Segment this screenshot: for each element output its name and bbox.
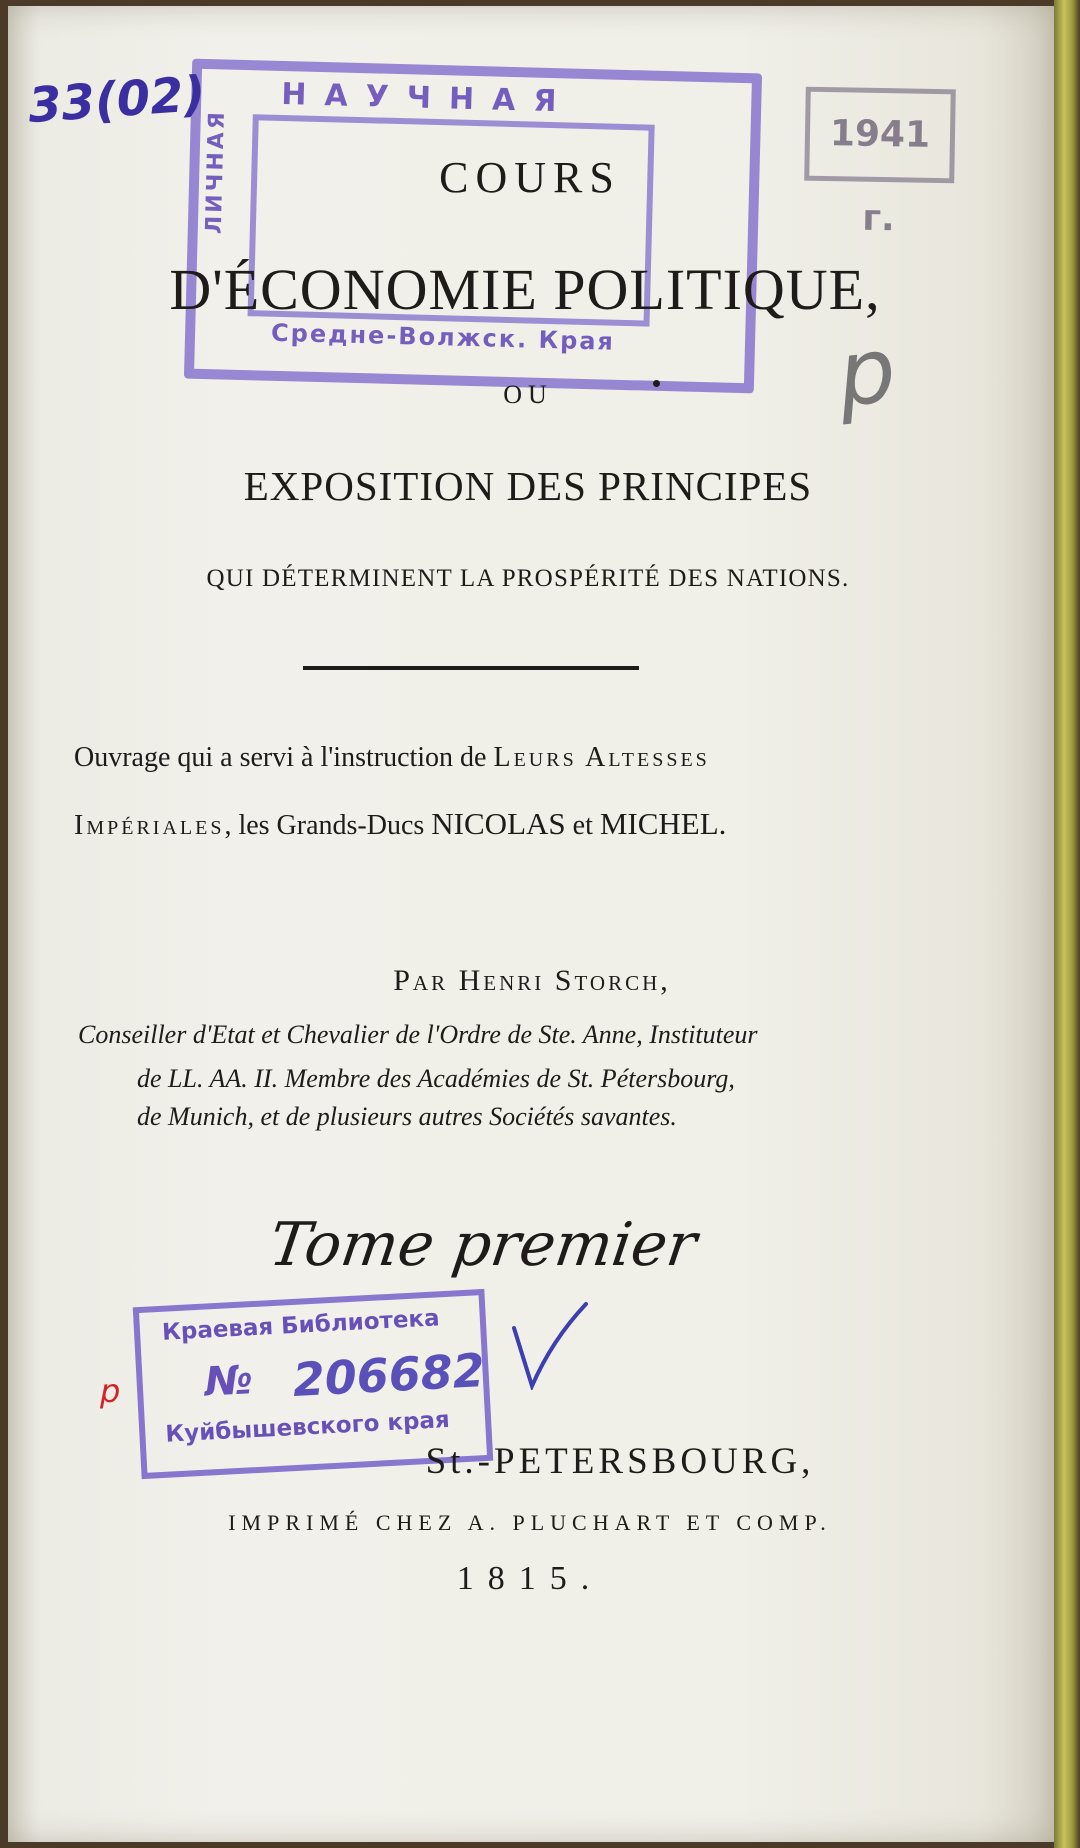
shelfmark-handwritten: 33(02) [26, 65, 208, 135]
imprint-year: 1815. [456, 1560, 604, 1597]
dedication-caps-2: Impériales [74, 810, 225, 841]
red-mark: p [100, 1372, 121, 1410]
stamp-bottom-line3: Куйбышевского края [164, 1406, 451, 1448]
stamp-top-side: ЛИЧНАЯ [201, 108, 230, 235]
library-stamp-top [184, 59, 762, 394]
stamp-top-word1: НАУЧНАЯ [280, 76, 575, 120]
dedication-caps-1: Leurs Altesses [493, 742, 710, 773]
dedication-text-2: , les Grands-Ducs [224, 810, 432, 841]
divider-rule [303, 666, 639, 670]
author-line: Par Henri Storch, [393, 964, 671, 997]
dedication-line-2 [74, 806, 726, 842]
check-mark-icon [510, 1300, 590, 1390]
year-stamp: 1941 г. [804, 87, 956, 184]
dedication-nicolas: NICOLAS [431, 806, 566, 841]
credentials-line-1: Conseiller d'Etat et Chevalier de l'Ordre de Ste. Anne, Instituteur [78, 1020, 758, 1049]
volume-handwritten: Tome premier [265, 1210, 701, 1280]
imprint-printer: IMPRIMÉ CHEZ A. PLUCHART ET COMP. [228, 1510, 832, 1535]
imprint-city: St.-PETERSBOURG, [425, 1441, 815, 1482]
pencil-mark: p [832, 317, 901, 428]
title-line-subtitle: QUI DÉTERMINENT LA PROSPÉRITÉ DES NATIONS. [206, 565, 850, 592]
stamp-bottom-line1: Краевая Библиотека [161, 1305, 441, 1346]
stamp-bottom-number: 206682 [291, 1343, 486, 1408]
credentials-line-3: de Munich, et de plusieurs autres Sociétés savantes. [137, 1102, 677, 1131]
title-line-ou: OU [503, 380, 553, 409]
dedication-and: et [565, 810, 600, 841]
credentials-line-2: de LL. AA. II. Membre des Académies de St. Pétersbourg, [137, 1064, 735, 1093]
stamp-bottom-no-label: № [203, 1357, 255, 1406]
title-line-cours: COURS [439, 153, 621, 202]
title-line-economie: D'ÉCONOMIE POLITIQUE, [169, 257, 881, 322]
dedication-line-1 [74, 742, 710, 774]
title-line-exposition: EXPOSITION DES PRINCIPES [243, 463, 813, 509]
dedication-text-1: Ouvrage qui a servi à l'instruction de [74, 742, 494, 773]
stamp-top-word2: Средне-Волжск. Края [270, 318, 616, 356]
dedication-michel: MICHEL. [599, 806, 727, 841]
